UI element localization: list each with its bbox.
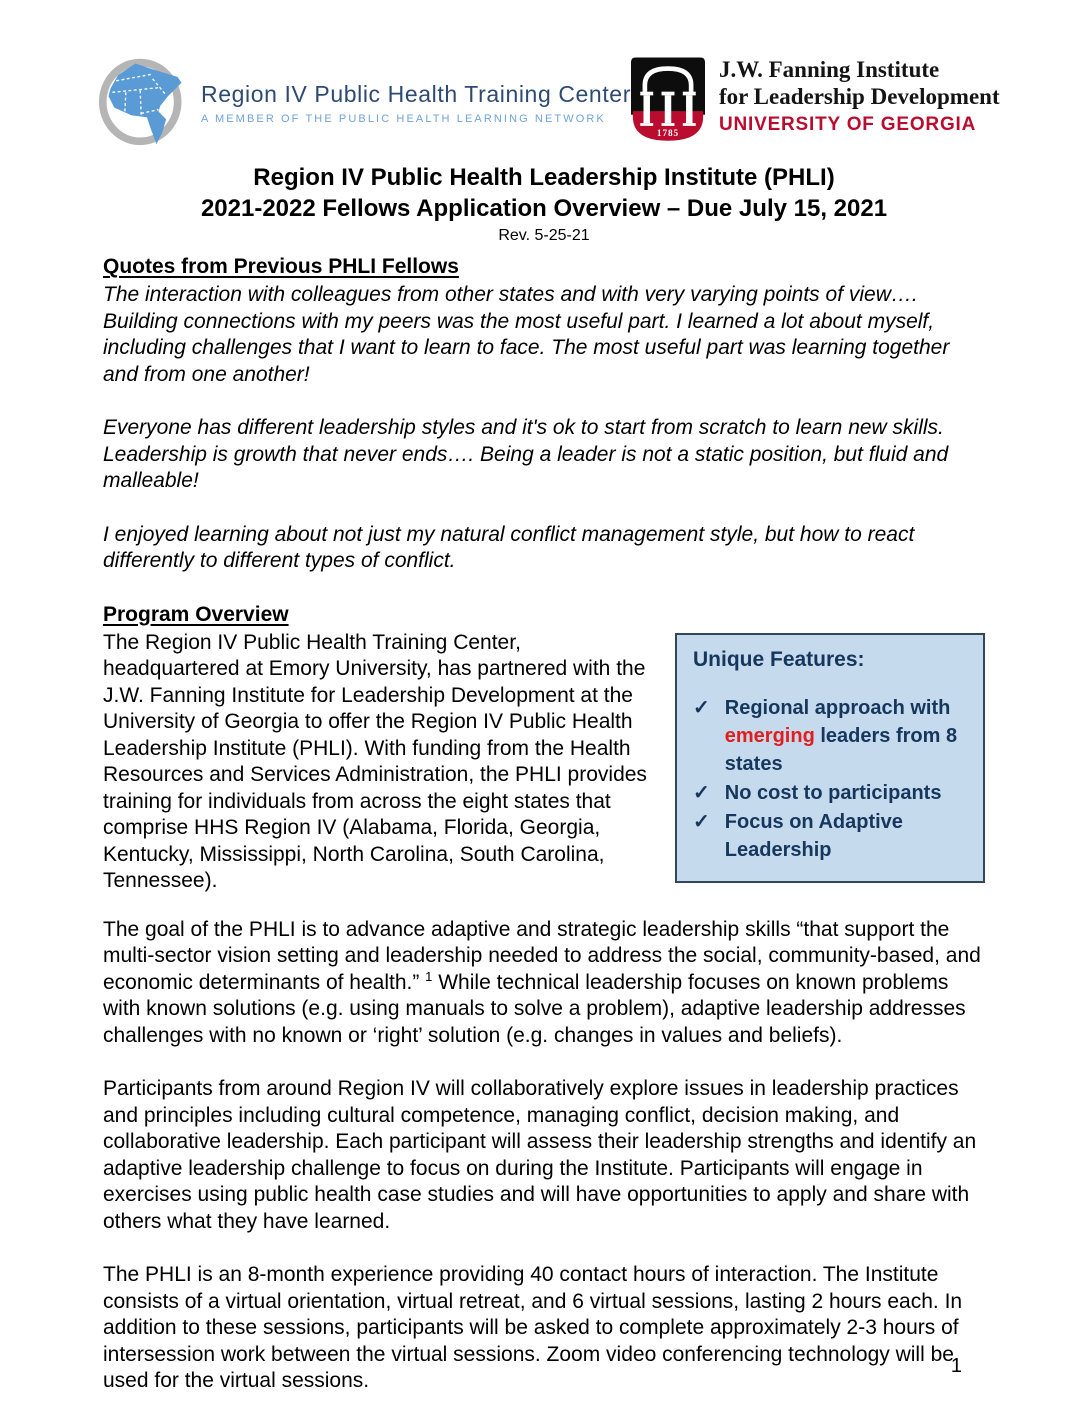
emerging-highlight: emerging bbox=[724, 724, 815, 747]
feature-item-adaptive bbox=[693, 808, 969, 864]
header bbox=[103, 52, 1000, 148]
feature-item-regional bbox=[693, 694, 969, 778]
goal-paragraph: The goal of the PHLI is to advance adaptive and strategic leadership skills “that support the multi-sector vision setting and leadership needed to address the social, community-based, and economic determinants of health.” $^1$ While technical leadership focuses on known problems with known solutions (e.g. using manuals to solve a problem), adaptive leadership addresses challenges with no known or ‘right’ solution (e.g. changes in values and beliefs). bbox=[103, 917, 981, 1047]
quote-paragraph-3: I enjoyed learning about not just my natural conflict management style, but how to react differently to different types of conflict. bbox=[103, 522, 915, 572]
fanning-title-line1: J.W. Fanning Institute bbox=[718, 57, 940, 82]
checkmark-icon: ✓ bbox=[693, 781, 710, 804]
page-number: 1 bbox=[950, 1355, 962, 1377]
region-map-icon bbox=[97, 52, 193, 148]
fanning-title-line2: for Leadership Development bbox=[718, 84, 1000, 109]
document-title-line2: 2021-2022 Fellows Application Overview – Due July 15, 2021 bbox=[200, 195, 888, 222]
left-logo-subtitle: A MEMBER OF THE PUBLIC HEALTH LEARNING NETWORK bbox=[201, 113, 606, 125]
document-title-line1: Region IV Public Health Leadership Institute (PHLI) bbox=[253, 164, 835, 191]
checkmark-icon: ✓ bbox=[693, 810, 710, 833]
region-iv-phtc-logo bbox=[97, 52, 631, 148]
revision-date: Rev. 5-25-21 bbox=[498, 227, 590, 244]
program-overview-intro: The Region IV Public Health Training Center, headquartered at Emory University, has partnered with the J.W. Fanning Institute for Leadership Development at the University of Georgia to offer the Region IV Public Health Leadership Institute (PHLI). With funding from the Health Resources and Services Administration, the PHLI provides training for individuals from across the eight states that comprise HHS Region IV (Alabama, Florida, Georgia, Kentucky, Mississippi, North Carolina, South Carolina, Tennessee). bbox=[103, 630, 647, 892]
unique-features-box bbox=[675, 633, 985, 883]
jw-fanning-logo bbox=[631, 56, 1002, 144]
footnote-marker: 1 bbox=[425, 968, 433, 984]
quotes-heading: Quotes from Previous PHLI Fellows bbox=[103, 255, 459, 278]
uga-arch-icon bbox=[631, 56, 705, 144]
quote-paragraph-2: Everyone has different leadership styles and it's ok to start from scratch to learn new skills. Leadership is growth that never ends…. Being a leader is not a static position, but fluid and malleable! bbox=[103, 416, 949, 492]
participants-paragraph: Participants from around Region IV will collaboratively explore issues in leadership practices and principles including cultural competence, managing conflict, decision making, and collaborative leadership. Each participant will assess their leadership strengths and identify an adaptive leadership challenge to focus on during the Institute. Participants will engage in exercises using public health case studies and will have opportunities to apply and share with others what they have learned. bbox=[103, 1077, 977, 1233]
program-overview-section bbox=[103, 630, 985, 917]
feature-item-no-cost bbox=[693, 779, 969, 807]
feature-text: Regional approach with emerging leaders from 8 states bbox=[724, 696, 958, 775]
quote-paragraph-1: The interaction with colleagues from other states and with very varying points of view…. Building connections with my peers was the most useful part. I learned a lot about myself, including challenges that I want to learn to face. The most useful part was learning together and from one another! bbox=[103, 283, 950, 386]
duration-paragraph: The PHLI is an 8-month experience providing 40 contact hours of interaction. The Institute consists of a virtual orientation, virtual retreat, and 6 virtual sessions, lasting 2 hours each. In addition to these sessions, participants will be asked to complete approximately 2-3 hours of intersession work between the virtual sessions. Zoom video conferencing technology will be used for the virtual sessions. bbox=[103, 1263, 963, 1392]
left-logo-title: Region IV Public Health Training Center bbox=[201, 81, 631, 107]
program-overview-heading: Program Overview bbox=[103, 602, 289, 626]
svg-text:1785: 1785 bbox=[656, 129, 680, 140]
unique-features-heading: Unique Features: bbox=[693, 647, 865, 671]
university-of-georgia-label: UNIVERSITY OF GEORGIA bbox=[718, 114, 977, 135]
feature-text: No cost to participants bbox=[724, 781, 942, 804]
feature-text: Focus on Adaptive Leadership bbox=[724, 810, 903, 861]
checkmark-icon: ✓ bbox=[693, 696, 710, 719]
